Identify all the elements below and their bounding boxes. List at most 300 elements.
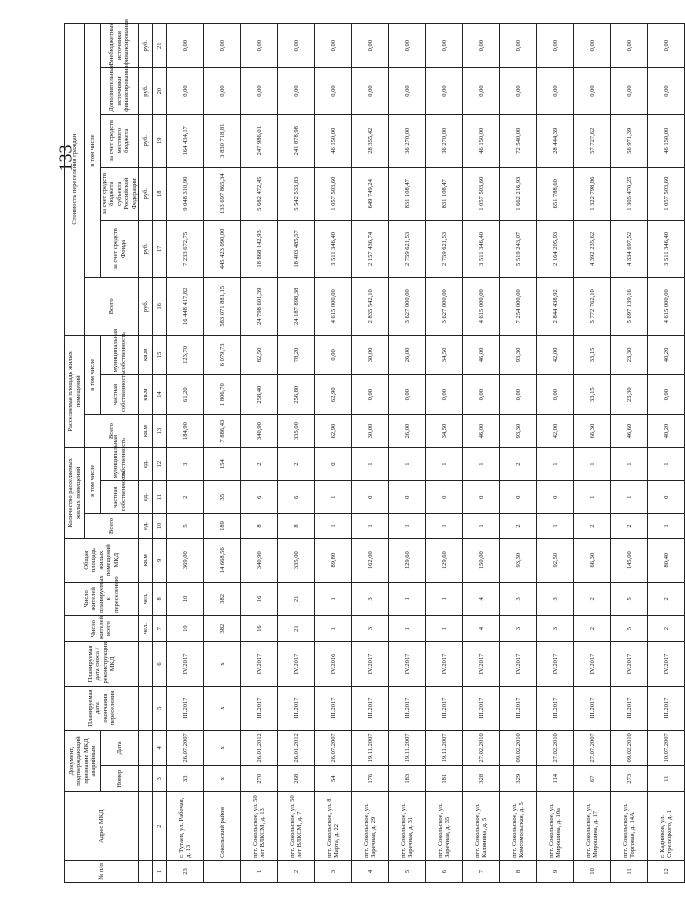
table-cell: 0,00 xyxy=(537,24,574,68)
table-cell: 2 xyxy=(574,582,611,615)
table-row xyxy=(500,24,537,883)
table-cell: 335,00 xyxy=(278,538,315,582)
header-area-incl: в том числе xyxy=(85,335,101,414)
table-cell: 46,60 xyxy=(611,415,648,448)
table-cell: 0,00 xyxy=(648,68,685,114)
table-cell: IV.2017 xyxy=(463,642,500,686)
table-cell: 2 844 438,92 xyxy=(537,278,574,335)
table-cell: 42,00 xyxy=(537,335,574,375)
colnum-cell: 17 xyxy=(153,220,167,277)
table-cell: 1 xyxy=(574,481,611,514)
table-cell: IV.2017 xyxy=(352,642,389,686)
table-cell: 1 xyxy=(389,514,426,538)
table-cell: 10 xyxy=(574,860,611,882)
table-cell: 1 xyxy=(537,448,574,481)
table-cell: 5 xyxy=(389,860,426,882)
table-cell: 0,00 xyxy=(241,68,278,114)
table-cell: 3 627 000,00 xyxy=(389,278,426,335)
table-cell: пгт. Сокольское, ул. Комсомольская, д. 5 xyxy=(500,792,537,860)
table-cell: 1 xyxy=(426,448,463,481)
table-cell: 382 xyxy=(204,615,241,641)
unit-cell: руб. xyxy=(139,114,153,167)
table-cell: 0,00 xyxy=(389,24,426,68)
table-cell: 33,15 xyxy=(574,375,611,415)
table-cell: 0,00 xyxy=(500,375,537,415)
table-cell: пгт. Сокольское, ул. Мирошина, д. 17 xyxy=(574,792,611,860)
table-cell: 651 788,60 xyxy=(537,167,574,220)
units-row xyxy=(139,24,153,883)
table-cell: IV.2017 xyxy=(167,642,204,686)
header-document: Документ, подтверждающий признание МКД аварийным xyxy=(65,730,101,792)
table-cell: 0,00 xyxy=(315,335,352,375)
table-cell: 1 xyxy=(315,481,352,514)
table-cell: 2 xyxy=(611,514,648,538)
header-row-1 xyxy=(65,24,85,883)
table-cell: 09.02.2010 xyxy=(500,730,537,765)
table-cell: 82,50 xyxy=(241,335,278,375)
header-doc-date: Дата xyxy=(101,730,139,765)
header-row-3 xyxy=(101,24,119,883)
table-cell: 8 xyxy=(278,514,315,538)
table-cell: 93,30 xyxy=(500,415,537,448)
unit-cell: чел. xyxy=(139,582,153,615)
table-cell: 1 057 503,60 xyxy=(315,167,352,220)
table-cell: 0 xyxy=(500,481,537,514)
table-cell: 6 079,73 xyxy=(204,335,241,375)
unit-cell: руб. xyxy=(139,68,153,114)
colnum-cell: 11 xyxy=(153,481,167,514)
header-cost: Стоимость переселения граждан xyxy=(65,24,85,336)
table-cell: III.2017 xyxy=(389,686,426,730)
table-cell: 1 xyxy=(352,514,389,538)
unit-cell xyxy=(139,792,153,860)
table-cell: 1 xyxy=(389,582,426,615)
table-cell: 2 xyxy=(648,582,685,615)
table-cell: 2 835 542,10 xyxy=(352,278,389,335)
table-cell: III.2017 xyxy=(352,686,389,730)
table-cell: 4 615 000,00 xyxy=(463,278,500,335)
table-cell: 8 xyxy=(500,860,537,882)
table-cell: IV.2017 xyxy=(574,642,611,686)
table-cell: пгт. Сокольское, ул. Заречная, д. 29 xyxy=(352,792,389,860)
table-cell: 93,30 xyxy=(500,538,537,582)
table-cell: 129,60 xyxy=(426,538,463,582)
unit-cell xyxy=(139,686,153,730)
table-cell: 1 806,70 xyxy=(204,375,241,415)
unit-cell: руб. xyxy=(139,278,153,335)
table-row xyxy=(648,24,685,883)
colnum-cell: 3 xyxy=(153,766,167,792)
table-cell: 176 xyxy=(352,766,389,792)
table-cell: 46,00 xyxy=(463,415,500,448)
table-cell: 3 xyxy=(315,860,352,882)
table-cell: 2 759 621,53 xyxy=(426,220,463,277)
table-cell: 26.07.2007 xyxy=(167,730,204,765)
table-cell: III.2017 xyxy=(648,686,685,730)
unit-cell: руб. xyxy=(139,220,153,277)
table-cell: 3 511 346,40 xyxy=(463,220,500,277)
table-cell: 24 187 898,38 xyxy=(278,278,315,335)
table-cell: 0,00 xyxy=(611,68,648,114)
table-cell: 7 233 672,75 xyxy=(167,220,204,277)
table-cell: 4 334 697,52 xyxy=(611,220,648,277)
table-cell: г. Тутаев, ул. Рабочая, д. 13 xyxy=(167,792,204,860)
table-cell: 9 xyxy=(537,860,574,882)
table-cell: 1 xyxy=(389,615,426,641)
table-cell: 1 057 503,60 xyxy=(463,167,500,220)
table-cell: III.2017 xyxy=(426,686,463,730)
table-cell: 19.11.2007 xyxy=(352,730,389,765)
colnum-cell: 14 xyxy=(153,375,167,415)
table-cell: 0 xyxy=(463,481,500,514)
table-cell: 0,00 xyxy=(463,375,500,415)
table-cell: 4 xyxy=(352,860,389,882)
table-cell: 21 xyxy=(278,582,315,615)
table-cell: 1 xyxy=(315,514,352,538)
table-cell: 0,00 xyxy=(426,375,463,415)
table-cell: 0,00 xyxy=(426,68,463,114)
table-cell: 5 697 139,16 xyxy=(611,278,648,335)
table-cell: 649 749,24 xyxy=(352,167,389,220)
table-cell: 1 xyxy=(426,615,463,641)
table-cell: пгт. Сокольское, ул. Торговая, д. 14А xyxy=(611,792,648,860)
unit-cell: ед. xyxy=(139,448,153,481)
table-cell: 1 xyxy=(315,615,352,641)
header-residents-total: Число жителей всего xyxy=(65,615,139,641)
table-cell: 1 662 216,93 xyxy=(500,167,537,220)
table-cell: 273 xyxy=(611,766,648,792)
table-cell: 270 xyxy=(241,766,278,792)
table-cell: 2 xyxy=(574,514,611,538)
column-numbers-row xyxy=(153,24,167,883)
table-cell: 0,00 xyxy=(352,24,389,68)
table-cell: 0,00 xyxy=(315,68,352,114)
table-row xyxy=(537,24,574,883)
table-cell: 3 830 718,81 xyxy=(204,114,241,167)
table-cell: 0,00 xyxy=(648,24,685,68)
table-cell: 2 157 436,74 xyxy=(352,220,389,277)
table-cell: пгт. Сокольское, ул. 50 лет ВЛКСМ, д. 7 xyxy=(278,792,315,860)
table-cell: 369,00 xyxy=(167,538,204,582)
header-address: Адрес МКД xyxy=(65,792,139,860)
header-rooms-area: Расселяемая площадь жилых помещений xyxy=(65,335,85,448)
table-cell: 89,80 xyxy=(315,538,352,582)
table-cell: 18 868 142,93 xyxy=(241,220,278,277)
table-row xyxy=(167,24,204,883)
table-cell: 1 xyxy=(537,514,574,538)
table-cell: 0 xyxy=(315,448,352,481)
table-cell: 247 986,01 xyxy=(241,114,278,167)
header-resettle-date: Планируемая дата окончания переселения xyxy=(65,686,139,730)
table-cell: 78,20 xyxy=(278,335,315,375)
table-cell: 4 392 235,62 xyxy=(574,220,611,277)
table-cell: 133 697 865,34 xyxy=(204,167,241,220)
table-cell: г. Кадников, ул. Стрелецкого, д. 1 xyxy=(648,792,685,860)
colnum-cell: 21 xyxy=(153,24,167,68)
table-cell: 27.02.2010 xyxy=(537,730,574,765)
header-rooms-private: частная собственность xyxy=(101,481,139,514)
table-cell: 0,00 xyxy=(537,68,574,114)
colnum-cell: 1 xyxy=(153,860,167,882)
table-cell: 445 423 090,00 xyxy=(204,220,241,277)
header-cost-incl: в том числе xyxy=(85,24,101,278)
table-cell: 24 798 601,39 xyxy=(241,278,278,335)
unit-cell: ед. xyxy=(139,514,153,538)
table-cell: Сокольский район xyxy=(204,792,241,860)
table-cell: 40,20 xyxy=(648,335,685,375)
table-cell: 1 322 798,86 xyxy=(574,167,611,220)
colnum-cell: 19 xyxy=(153,114,167,167)
table-cell: 0,00 xyxy=(241,24,278,68)
header-rooms-municipal: муниципальная собственность xyxy=(101,448,139,481)
colnum-cell: 9 xyxy=(153,538,167,582)
table-cell: 0,00 xyxy=(315,24,352,68)
table-cell: 10 xyxy=(167,582,204,615)
table-cell: 1 xyxy=(648,514,685,538)
table-cell: 162,00 xyxy=(352,538,389,582)
unit-cell xyxy=(139,730,153,765)
table-cell: 1 057 503,60 xyxy=(648,167,685,220)
table-cell: 27.02.2010 xyxy=(463,730,500,765)
table-cell: 3 xyxy=(167,448,204,481)
table-cell: 145,00 xyxy=(611,538,648,582)
table-cell: 57 727,62 xyxy=(574,114,611,167)
table-cell: 181 xyxy=(426,766,463,792)
table-cell: 33,15 xyxy=(574,335,611,375)
table-cell: 268 xyxy=(278,766,315,792)
table-cell: 34,50 xyxy=(426,335,463,375)
unit-cell: руб. xyxy=(139,24,153,68)
table-cell: 0,00 xyxy=(500,68,537,114)
table-cell: 0 xyxy=(426,481,463,514)
header-cost-total: Всего xyxy=(85,278,139,335)
table-cell: 16 xyxy=(241,582,278,615)
table-row xyxy=(278,24,315,883)
colnum-cell: 20 xyxy=(153,68,167,114)
colnum-cell: 5 xyxy=(153,686,167,730)
table-cell: 46 150,00 xyxy=(463,114,500,167)
colnum-cell: 6 xyxy=(153,642,167,686)
unit-cell: кв.м xyxy=(139,335,153,375)
table-cell: 256,80 xyxy=(278,375,315,415)
table-cell: 92,50 xyxy=(537,538,574,582)
table-cell: 54 xyxy=(315,766,352,792)
table-cell: 46 150,00 xyxy=(648,114,685,167)
table-cell: 66,30 xyxy=(574,415,611,448)
table-cell: 66,30 xyxy=(574,538,611,582)
table-cell: 3 627 000,00 xyxy=(426,278,463,335)
table-cell: 46,00 xyxy=(463,335,500,375)
table-cell: 1 xyxy=(241,860,278,882)
header-residents-planned: Число жителей планируемых к переселению xyxy=(65,582,139,615)
colnum-cell: 13 xyxy=(153,415,167,448)
table-cell: 3 xyxy=(352,615,389,641)
table-cell: III.2017 xyxy=(537,686,574,730)
table-cell: IV.2017 xyxy=(426,642,463,686)
table-cell: 340,90 xyxy=(241,538,278,582)
colnum-cell: 2 xyxy=(153,792,167,860)
table-cell: 12 xyxy=(648,860,685,882)
table-cell: 0,00 xyxy=(204,24,241,68)
table-cell: 5 542 533,83 xyxy=(278,167,315,220)
unit-cell: кв.м xyxy=(139,375,153,415)
unit-cell: кв.м xyxy=(139,538,153,582)
table-cell: 1 xyxy=(315,582,352,615)
table-cell: 19.11.2007 xyxy=(426,730,463,765)
colnum-cell: 16 xyxy=(153,278,167,335)
table-cell: 0,00 xyxy=(574,68,611,114)
table-cell: 0,00 xyxy=(500,24,537,68)
table-cell: 4 615 000,00 xyxy=(315,278,352,335)
table-row xyxy=(315,24,352,883)
table-cell: III.2017 xyxy=(463,686,500,730)
page-number-text: 133 xyxy=(55,144,76,172)
table-cell: IV.2017 xyxy=(389,642,426,686)
header-doc-number: Номер xyxy=(101,766,139,792)
table-cell: 0,00 xyxy=(278,24,315,68)
table-cell: x xyxy=(204,642,241,686)
table-cell: 1 xyxy=(611,481,648,514)
table-cell: 329 xyxy=(500,766,537,792)
table-row xyxy=(352,24,389,883)
table-cell: 0,00 xyxy=(389,375,426,415)
table-cell: III.2017 xyxy=(611,686,648,730)
header-area-total: Общая площадь жилых помещений МКД xyxy=(65,538,139,582)
table-cell: 35 xyxy=(204,481,241,514)
table-cell: IV.2017 xyxy=(500,642,537,686)
table-cell: 0,00 xyxy=(167,24,204,68)
table-cell: 0,00 xyxy=(463,24,500,68)
table-cell: 28 355,42 xyxy=(352,114,389,167)
table-cell: 14 668,56 xyxy=(204,538,241,582)
table-cell: III.2017 xyxy=(574,686,611,730)
table-cell: 2 xyxy=(278,448,315,481)
table-cell: 258,40 xyxy=(241,375,278,415)
table-cell: 0,00 xyxy=(463,68,500,114)
table-cell: x xyxy=(204,686,241,730)
table-cell: IV.2017 xyxy=(241,642,278,686)
table-cell: 0,00 xyxy=(537,375,574,415)
table-cell: 26,00 xyxy=(389,415,426,448)
header-fund: за счет средств Фонда xyxy=(101,220,139,277)
table-cell: 2 759 621,53 xyxy=(389,220,426,277)
table-cell: 4 xyxy=(463,582,500,615)
table-cell: 5 xyxy=(167,514,204,538)
colnum-cell: 4 xyxy=(153,730,167,765)
table-cell: 23,30 xyxy=(611,375,648,415)
table-row xyxy=(463,24,500,883)
table-cell: 1 xyxy=(463,514,500,538)
table-cell: 1 xyxy=(611,448,648,481)
table-cell: 183 xyxy=(389,766,426,792)
header-no: № п/п xyxy=(65,860,139,882)
table-cell: 1 xyxy=(426,514,463,538)
table-cell: 62,90 xyxy=(315,415,352,448)
table-row xyxy=(574,24,611,883)
table-cell: 0 xyxy=(648,481,685,514)
table-cell: 1 xyxy=(352,448,389,481)
table-cell: 241 878,98 xyxy=(278,114,315,167)
table-cell: пгт. Сокольское, ул. 8 Марта, д. 22 xyxy=(315,792,352,860)
table-cell: 0,00 xyxy=(648,375,685,415)
table-cell: 16 448 417,82 xyxy=(167,278,204,335)
table-cell: 0,00 xyxy=(611,24,648,68)
table-cell: 4 xyxy=(463,615,500,641)
table-cell: 335,00 xyxy=(278,415,315,448)
table-cell: x xyxy=(204,766,241,792)
table-cell: 33 xyxy=(167,766,204,792)
table-cell: 3 511 346,40 xyxy=(648,220,685,277)
table-cell: 1 xyxy=(426,582,463,615)
unit-cell xyxy=(139,766,153,792)
table-cell: пгт. Сокольское, ул. Калинина, д. 5 xyxy=(463,792,500,860)
table-cell: 19.11.2007 xyxy=(389,730,426,765)
table-cell: 09.02.2010 xyxy=(611,730,648,765)
table-cell: 7 886,43 xyxy=(204,415,241,448)
table-cell: 5 519 243,07 xyxy=(500,220,537,277)
table-cell: 30,00 xyxy=(352,335,389,375)
table-cell: 80,40 xyxy=(648,538,685,582)
table-cell: 40,20 xyxy=(648,415,685,448)
table-cell: 28 444,39 xyxy=(537,114,574,167)
table-cell: 0,00 xyxy=(167,68,204,114)
header-rooms-total: Всего xyxy=(85,514,139,538)
table-cell: 0,00 xyxy=(352,375,389,415)
table-cell: 8 xyxy=(241,514,278,538)
resettlement-table xyxy=(64,19,685,883)
table-cell: 10.07.2007 xyxy=(648,730,685,765)
table-cell: 4 615 000,00 xyxy=(648,278,685,335)
table-cell: 0,00 xyxy=(389,68,426,114)
table-cell: 2 xyxy=(500,448,537,481)
table-cell: 831 108,47 xyxy=(389,167,426,220)
table-cell: 27.07.2007 xyxy=(574,730,611,765)
header-extra: Дополнительные источники финансирования xyxy=(101,68,139,114)
table-cell: 123,70 xyxy=(167,335,204,375)
table-cell: III.2017 xyxy=(315,686,352,730)
unit-cell: чел. xyxy=(139,615,153,641)
table-cell: 2 xyxy=(167,481,204,514)
table-cell: 46 150,00 xyxy=(315,114,352,167)
table-cell: 3 xyxy=(537,615,574,641)
table-cell: 1 xyxy=(463,448,500,481)
table-cell: III.2017 xyxy=(167,686,204,730)
table-cell: 6 xyxy=(241,481,278,514)
table-cell: III.2017 xyxy=(241,686,278,730)
table-cell: 2 xyxy=(500,514,537,538)
table-cell: 0,00 xyxy=(278,68,315,114)
table-cell: IV.2017 xyxy=(537,642,574,686)
table-cell: 1 xyxy=(574,448,611,481)
table-cell: 382 xyxy=(204,582,241,615)
table-cell: 2 xyxy=(241,448,278,481)
table-cell: 0,00 xyxy=(204,68,241,114)
table-cell: 3 xyxy=(500,582,537,615)
table-cell: пгт. Сокольское, ул. Мирошина, д. 10а xyxy=(537,792,574,860)
table-cell xyxy=(204,860,241,882)
header-subject: за счет средств бюджета субъекта Российской Федерации xyxy=(101,167,139,220)
table-cell: 3 xyxy=(352,582,389,615)
table-cell: 0,00 xyxy=(426,24,463,68)
unit-cell xyxy=(139,860,153,882)
table-cell: 26.01.2012 xyxy=(278,730,315,765)
table-cell: IV.2017 xyxy=(278,642,315,686)
header-rooms-incl: в том числе xyxy=(85,448,101,514)
table-cell: 2 xyxy=(648,615,685,641)
table-cell: 67 xyxy=(574,766,611,792)
colnum-cell: 10 xyxy=(153,514,167,538)
table-cell: 11 xyxy=(611,860,648,882)
